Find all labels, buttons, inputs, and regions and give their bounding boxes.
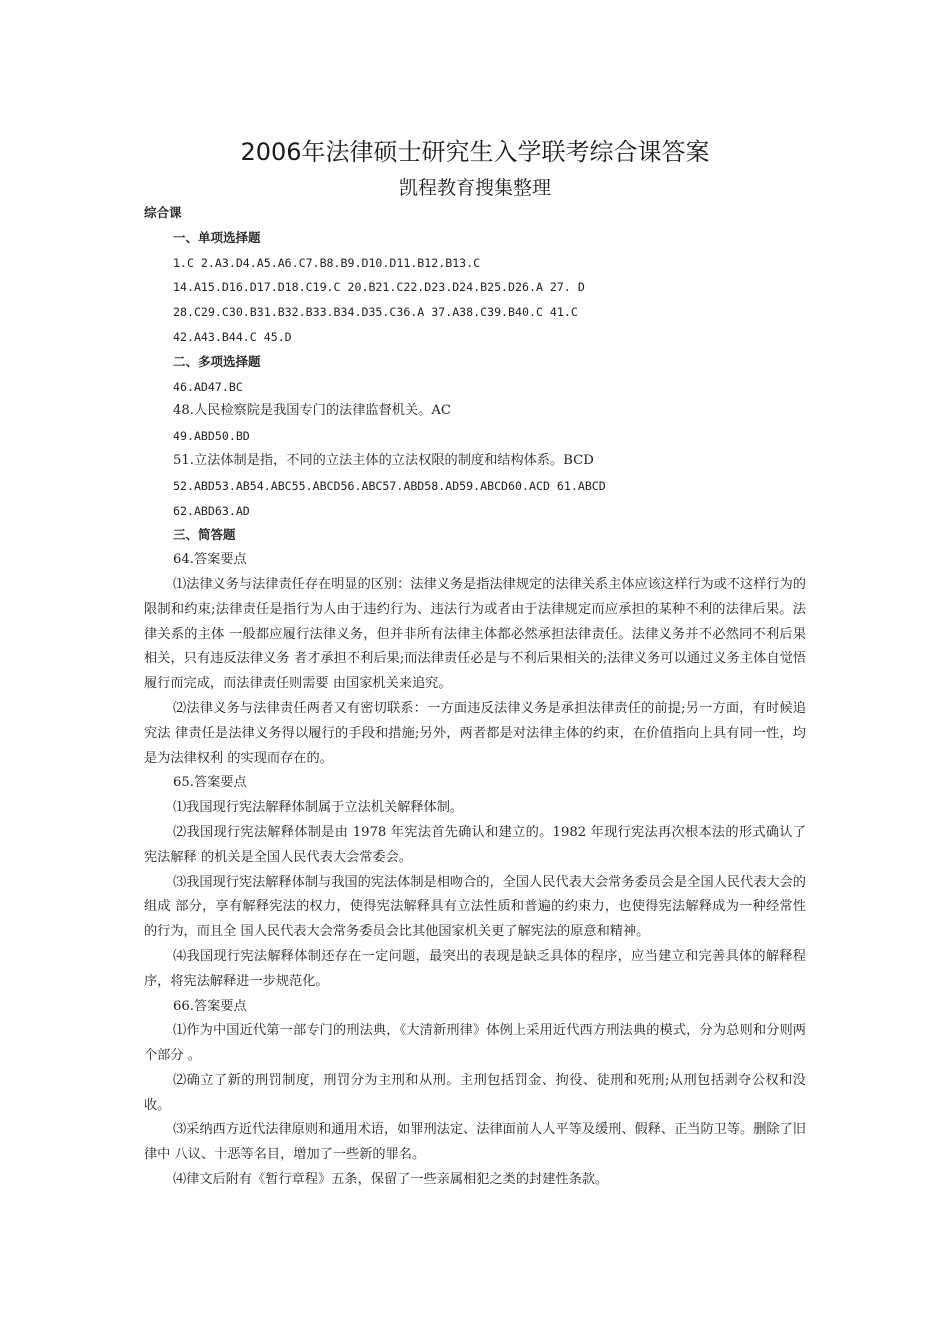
answer-paragraph: ⑷律文后附有《暂行章程》五条，保留了一些亲属相犯之类的封建性条款。 bbox=[173, 1172, 609, 1188]
answer-paragraph: ⑴作为中国近代第一部专门的刑法典，《大清新刑律》体例上采用近代西方刑法典的模式，分为总则和分则两个部分 。 bbox=[144, 1023, 806, 1064]
question-66-label: 66.答案要点 bbox=[173, 998, 247, 1014]
answer-paragraph: ⑵法律义务与法律责任两者又有密切联系：一方面违反法律义务是承担法律责任的前提;另一方面，有时候追究法 律责任是法律义务得以履行的手段和措施;另外，两者都是对法律主体的约束，在价值指向上具有同一性，均是为法律权利 的实现而存在的。 bbox=[144, 700, 806, 766]
answer-line: 51.立法体制是指，不同的立法主体的立法权限的制度和结构体系。BCD bbox=[173, 452, 594, 468]
document-subtitle: 凯程教育搜集整理 bbox=[398, 177, 551, 199]
answer-line: 49.ABD50.BD bbox=[173, 429, 250, 444]
answer-paragraph: ⑶我国现行宪法解释体制与我国的宪法体制是相吻合的，全国人民代表大会常务委员会是全国人民代表大会的组成 部分，享有解释宪法的权力，使得宪法解释具有立法性质和普遍的约束力，也使得宪法解释成为一种经常性的行为，而且全 国人民代表大会常务委员会比其他国家机关更了解宪法的原意和精神。 bbox=[144, 874, 806, 940]
answer-line: 46.AD47.BC bbox=[173, 379, 243, 394]
answer-line: 48.人民检察院是我国专门的法律监督机关。AC bbox=[173, 403, 451, 419]
answer-line: 62.ABD63.AD bbox=[173, 503, 250, 518]
answer-paragraph: ⑴法律义务与法律责任存在明显的区别：法律义务是指法律规定的法律关系主体应该这样行为或不这样行为的限制和约束;法律责任是指行为人由于违约行为、违法行为或者由于法律规定而应承担的某种不利的法律后果。法律关系的主体 一般都应履行法律义务，但并非所有法律主体都必然承担法律责任。法律义务并不必然同不利后果相关，只有违反法律义务 者才承担不利后果;而法律责任必是与不利后果相关的;法律义务可以通过义务主体自觉悟履行而完成，而法律责任则需要 由国家机关来追究。 bbox=[144, 576, 806, 692]
document-title: 2006年法律硕士研究生入学联考综合课答案 bbox=[240, 138, 710, 166]
answer-line: 28.C29.C30.B31.B32.B33.B34.D35.C36.A 37.A38.C39.B40.C 41.C bbox=[173, 305, 578, 320]
answer-line: 1.C 2.A3.D4.A5.A6.C7.B8.B9.D10.D11.B12.B13.C bbox=[173, 255, 481, 270]
question-64-label: 64.答案要点 bbox=[173, 552, 247, 568]
answer-line: 52.ABD53.AB54.ABC55.ABCD56.ABC57.ABD58.AD59.ABCD60.ACD 61.ABCD bbox=[173, 478, 606, 493]
part1-heading: 一、单项选择题 bbox=[173, 229, 261, 245]
document-body bbox=[144, 201, 806, 1193]
question-65-label: 65.答案要点 bbox=[173, 775, 247, 791]
answer-paragraph: ⑵我国现行宪法解释体制是由 1978 年宪法首先确认和建立的。1982 年现行宪法再次根本法的形式确认了宪法解释 的机关是全国人民代表大会常委会。 bbox=[144, 824, 806, 865]
answer-paragraph: ⑵确立了新的刑罚制度，刑罚分为主刑和从刑。主刑包括罚金、拘役、徒刑和死刑;从刑包括剥夺公权和没收。 bbox=[144, 1072, 806, 1113]
answer-paragraph: ⑷我国现行宪法解释体制还存在一定问题，最突出的表现是缺乏具体的程序，应当建立和完善具体的解释程序，将宪法解释进一步规范化。 bbox=[144, 948, 806, 989]
answer-paragraph: ⑴我国现行宪法解释体制属于立法机关解释体制。 bbox=[173, 800, 464, 816]
answer-paragraph: ⑶采纳西方近代法律原则和通用术语，如罪刑法定、法律面前人人平等及缓刑、假释、正当防卫等。删除了旧律中 八议、十恶等名目，增加了一些新的罪名。 bbox=[144, 1122, 806, 1163]
answer-line: 14.A15.D16.D17.D18.C19.C 20.B21.C22.D23.D24.B25.D26.A 27. D bbox=[173, 280, 585, 295]
answer-line: 42.A43.B44.C 45.D bbox=[173, 329, 292, 344]
part3-heading: 三、简答题 bbox=[173, 527, 236, 543]
part2-heading: 二、多项选择题 bbox=[173, 353, 261, 369]
section-label: 综合课 bbox=[144, 205, 182, 220]
